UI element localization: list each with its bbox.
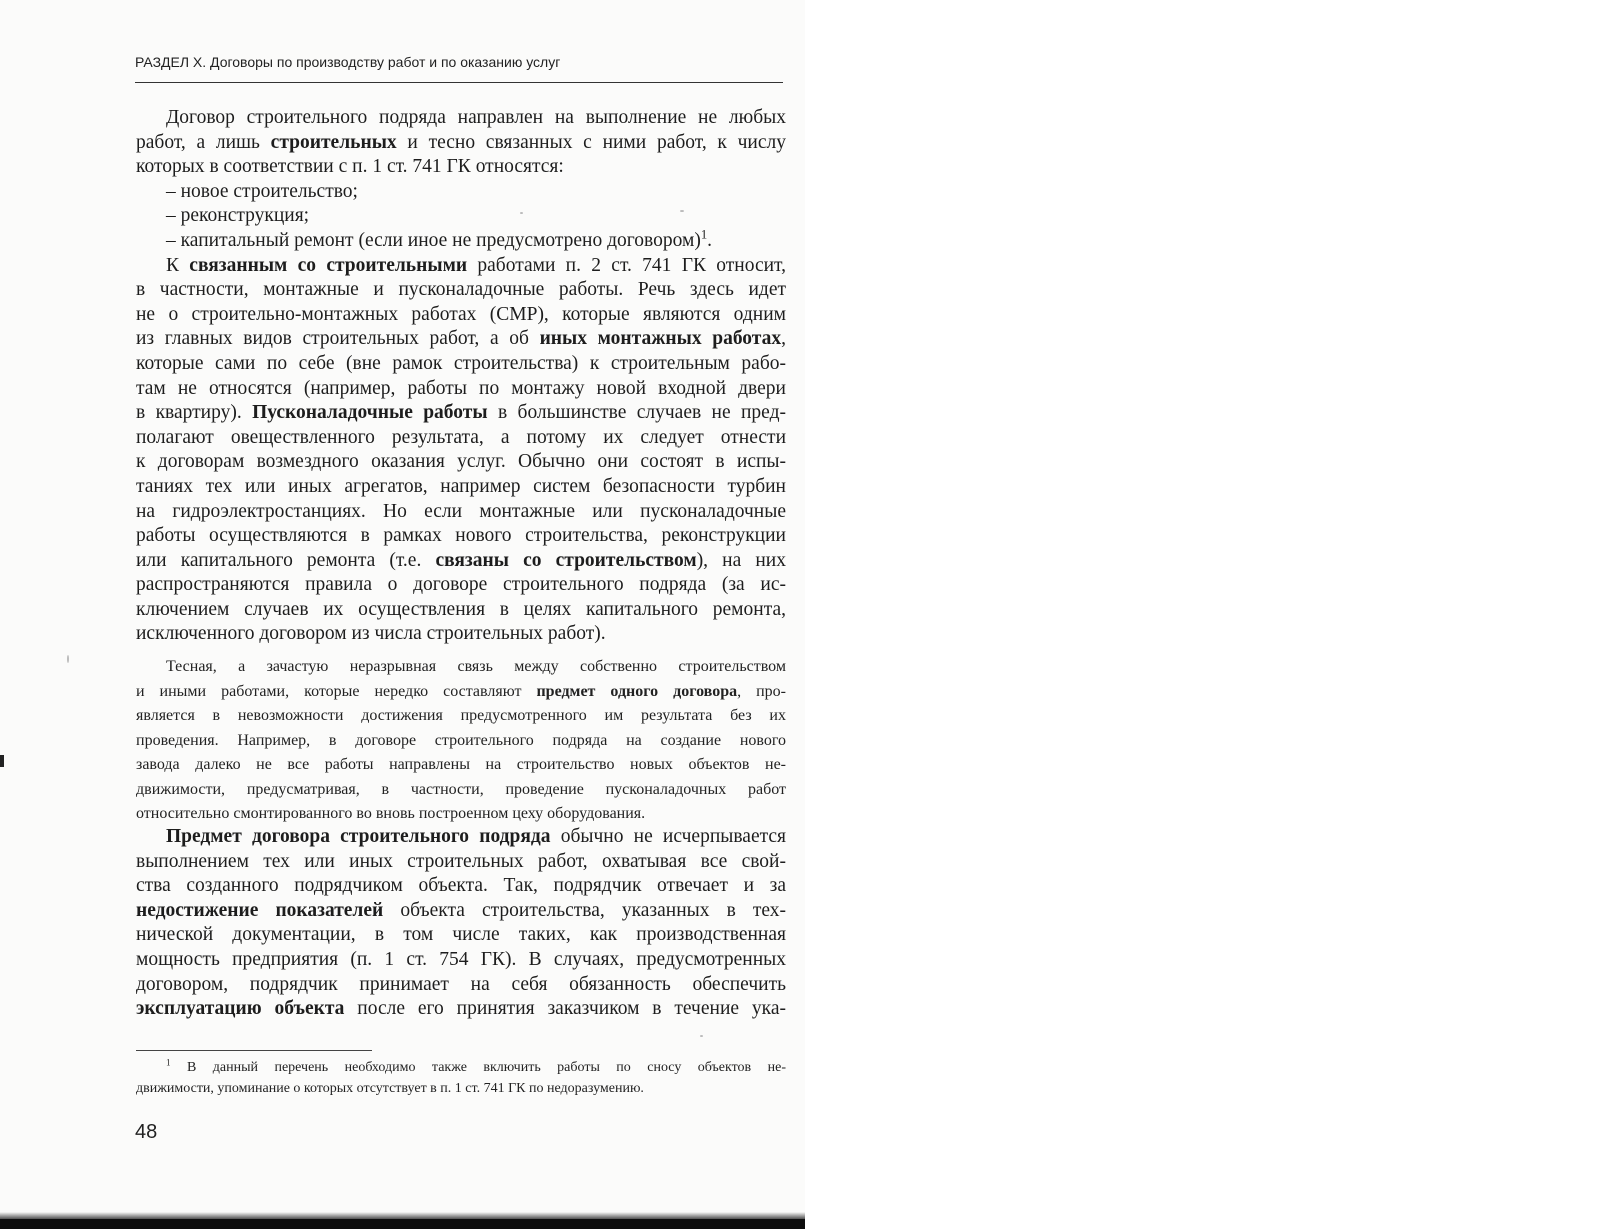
text-line: работы осуществляются в рамках нового строительства, реконструкции <box>136 525 786 547</box>
header-rule <box>135 82 783 83</box>
bold-term: связанным со строительными <box>189 254 468 276</box>
text-line: которые сами по себе (вне рамок строительства) к строительным рабо- <box>136 352 786 374</box>
text-line: в частности, монтажные и пусконаладочные работы. Речь здесь идет <box>136 279 786 301</box>
paragraph-small <box>136 655 786 827</box>
text-line: является в невозможности достижения предусмотренного им результата без их <box>136 707 786 724</box>
text-line: Тесная, а зачастую неразрывная связь между собственно строительством <box>166 658 786 675</box>
text-run: В данный перечень необходимо также включить работы по сносу объектов не- <box>170 1060 786 1075</box>
text-run: . <box>707 229 713 251</box>
text-line: там не относятся (например, работы по монтажу новой входной двери <box>136 377 786 399</box>
text-run: или капитального ремонта (т.е. <box>136 549 436 571</box>
text-line: исключенного договором из числа строительных работ). <box>136 623 606 645</box>
blank-area <box>805 0 1600 1229</box>
list-item: – новое строительство; <box>166 180 358 202</box>
paragraph-1 <box>136 106 786 647</box>
list-item: – реконструкция; <box>166 205 310 227</box>
text-line: распространяются правила о договоре строительного подряда (за ис- <box>136 574 786 596</box>
text-line <box>136 825 786 850</box>
text-run: – капитальный ремонт (если иное не предусмотрено договором) <box>166 229 701 251</box>
text-line: которых в соответствии с п. 1 ст. 741 ГК относятся: <box>136 156 564 178</box>
bold-term: связаны со строительством <box>435 549 697 571</box>
text-run: после его принятия заказчиком в течение ука- <box>344 998 786 1020</box>
text-line <box>136 131 786 156</box>
footnote-marker: 1 <box>166 1057 171 1068</box>
bold-term: строительных <box>270 131 397 153</box>
text-run: работ, а лишь <box>136 131 271 153</box>
text-run: в большинстве случаев не пред- <box>487 402 786 424</box>
text-line <box>136 997 786 1022</box>
text-run: обычно не исчерпывается <box>550 826 786 847</box>
footnote-line: движимости, упоминание о которых отсутствует в п. 1 ст. 741 ГК по недоразумению. <box>136 1081 644 1096</box>
text-line: к договорам возмездного оказания услуг. Обычно они состоят в испы- <box>136 451 786 473</box>
text-line: ключением случаев их осуществления в целях капитального ремонта, <box>136 598 786 620</box>
footnote-rule <box>136 1050 372 1051</box>
footnote <box>136 1057 786 1099</box>
bold-term: иных монтажных работах <box>539 328 782 350</box>
footnote-line <box>136 1057 786 1078</box>
bold-term: Пусконаладочные работы <box>252 402 488 424</box>
text-run: , <box>781 328 786 350</box>
bold-term: эксплуатацию объекта <box>136 998 345 1020</box>
text-line <box>136 899 786 924</box>
running-head: РАЗДЕЛ X. Договоры по производству работ и по оказанию услуг <box>135 54 561 70</box>
text-run: объекта строительства, указанных в тех- <box>383 899 786 921</box>
text-line <box>136 401 786 426</box>
scan-speck <box>700 1035 703 1037</box>
text-run: ), на них <box>696 549 786 571</box>
text-line: на гидроэлектростанциях. Но если монтажные или пусконаладочные <box>136 500 786 522</box>
text-run: работами п. 2 ст. 741 ГК относит, <box>467 254 786 276</box>
text-run: и тесно связанных с ними работ, к числу <box>396 131 786 153</box>
text-line: полагают овеществленного результата, а потому их следует отнести <box>136 426 786 448</box>
text-line: Договор строительного подряда направлен на выполнение не любых <box>166 107 786 128</box>
page-number: 48 <box>135 1121 158 1143</box>
text-line: нической документации, в том числе таких, как производственная <box>136 924 786 946</box>
text-line: завода далеко не все работы направлены на строительство новых объектов не- <box>136 756 786 773</box>
paragraph-4 <box>136 825 786 1022</box>
footnote-ref: 1 <box>700 228 708 242</box>
text-line <box>136 327 786 352</box>
scan-speck <box>67 655 69 663</box>
text-run: , про- <box>737 682 786 700</box>
text-line: договором, подрядчик принимает на себя обязанность обеспечить <box>136 973 786 995</box>
list-item <box>136 229 786 254</box>
text-run: в квартиру). <box>136 402 253 424</box>
text-line: ства созданного подрядчиком объекта. Так, подрядчик отвечает и за <box>136 875 786 897</box>
text-run: и иными работами, которые нередко составляют <box>136 682 537 700</box>
text-line: мощность предприятия (п. 1 ст. 754 ГК). В случаях, предусмотренных <box>136 948 786 970</box>
scan-edge <box>0 1219 805 1229</box>
text-run: К <box>166 254 190 276</box>
text-line <box>136 680 786 705</box>
bold-term: недостижение показателей <box>136 899 384 921</box>
scan-edge-mark <box>0 755 4 767</box>
bold-term: Предмет договора строительного подряда <box>166 826 551 847</box>
scan-speck <box>520 212 523 214</box>
scan-speck <box>680 210 684 212</box>
text-line <box>136 549 786 574</box>
text-line: выполнением тех или иных строительных работ, охватывая все свой- <box>136 850 786 872</box>
text-line: относительно смонтированного во вновь построенном цеху оборудования. <box>136 805 646 822</box>
text-line: таниях тех или иных агрегатов, например систем безопасности турбин <box>136 475 786 497</box>
text-line: движимости, предусматривая, в частности, проведение пусконаладочных работ <box>136 780 786 798</box>
text-run: из главных видов строительных работ, а об <box>136 328 540 350</box>
bold-term: предмет одного договора <box>536 682 738 700</box>
text-line <box>136 254 786 279</box>
text-line: не о строительно-монтажных работах (СМР), которые являются одним <box>136 303 786 325</box>
text-line: проведения. Например, в договоре строительного подряда на создание нового <box>136 731 786 749</box>
